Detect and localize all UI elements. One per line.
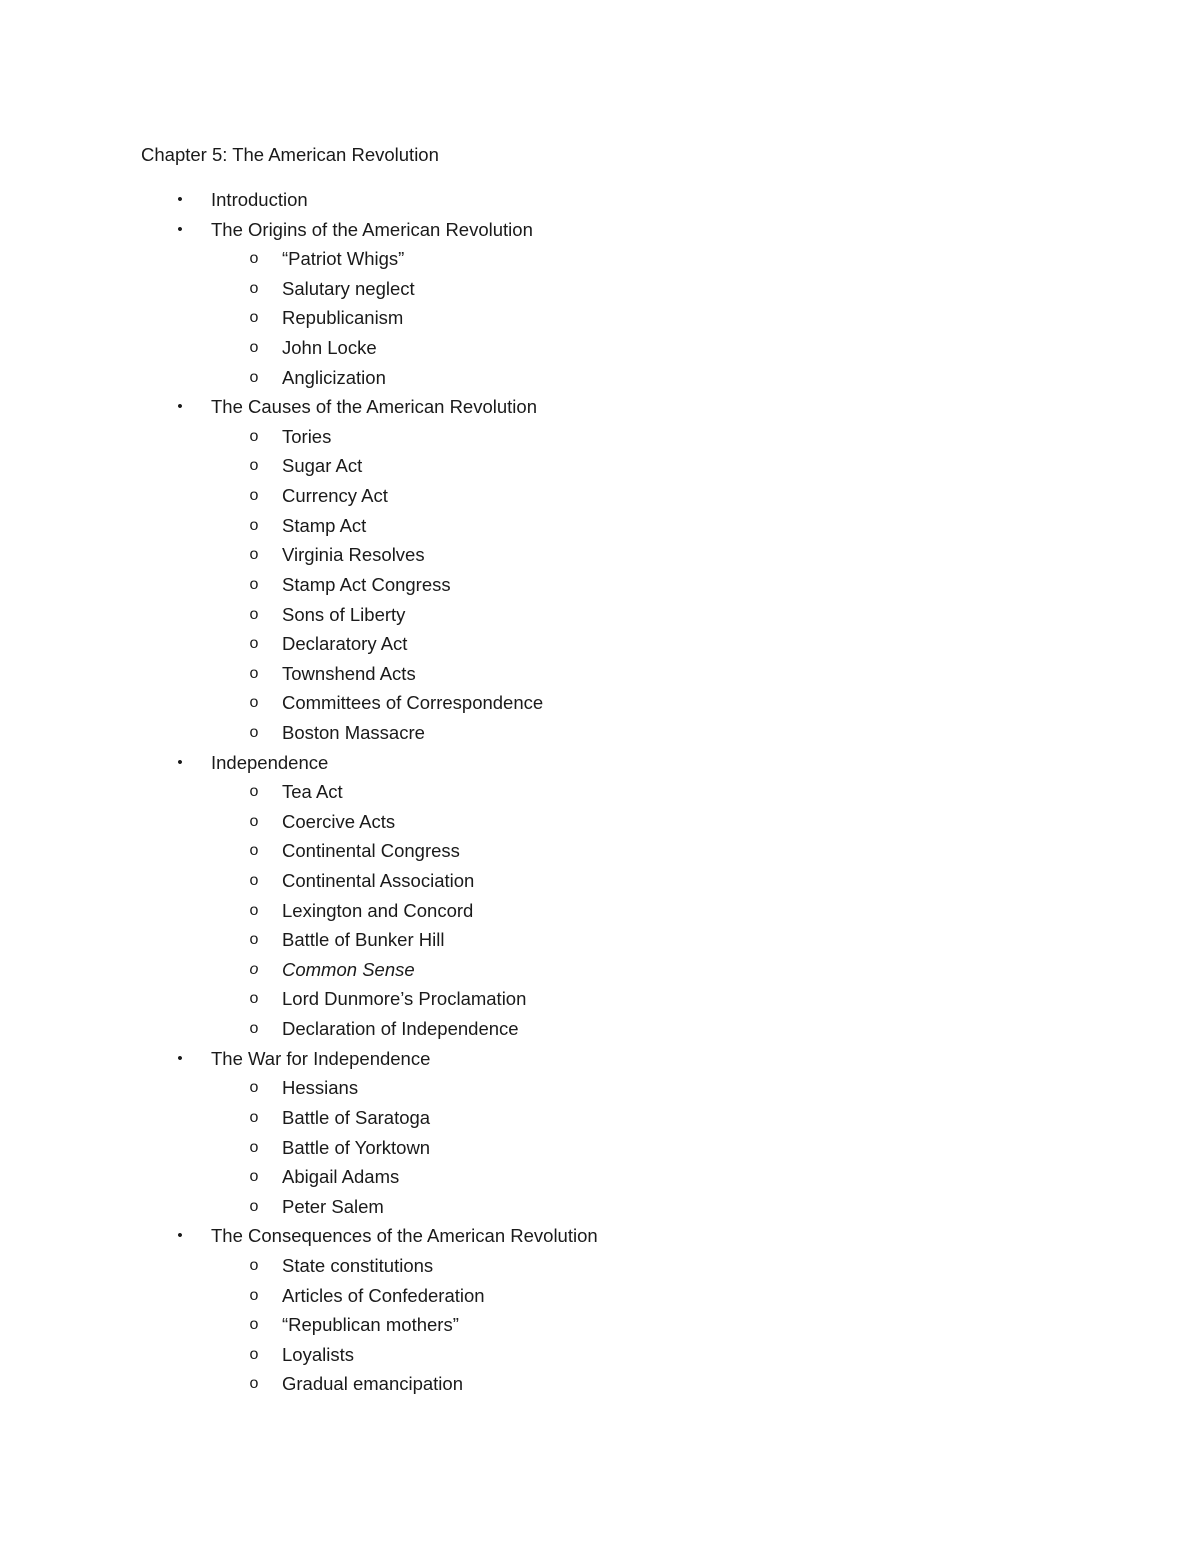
- outline-subitem: [0, 1251, 1200, 1281]
- subitem-label: Battle of Bunker Hill: [282, 929, 445, 951]
- outline-subitem: [0, 1162, 1200, 1192]
- outline-subitem: [0, 718, 1200, 748]
- section-label: Independence: [211, 751, 329, 773]
- subitem-label: Salutary neglect: [282, 277, 415, 299]
- sub-bullet-marker: o: [249, 1108, 259, 1126]
- subitem-label: Hessians: [282, 1077, 359, 1099]
- sub-bullet-marker: o: [249, 427, 259, 445]
- sub-bullet-marker: o: [249, 931, 259, 949]
- subitem-label: Battle of Saratoga: [282, 1106, 431, 1128]
- outline-subitem: [0, 274, 1200, 304]
- outline-subitem: [0, 896, 1200, 926]
- outline-section: [0, 185, 1200, 215]
- subitem-label: Lexington and Concord: [282, 899, 474, 921]
- subitem-label: State constitutions: [282, 1254, 434, 1276]
- section-label: The War for Independence: [211, 1047, 431, 1069]
- outline-subitem: [0, 629, 1200, 659]
- sub-bullet-marker: o: [249, 872, 259, 890]
- bullet-marker: •: [177, 1049, 183, 1067]
- section-label: The Causes of the American Revolution: [211, 396, 537, 418]
- outline-subitem: [0, 244, 1200, 274]
- sub-bullet-marker: o: [249, 1079, 259, 1097]
- subitem-label: Continental Congress: [282, 840, 460, 862]
- outline-subitem: [0, 777, 1200, 807]
- sub-bullet-marker: o: [249, 1375, 259, 1393]
- outline-subitem: [0, 481, 1200, 511]
- sub-bullet-marker: o: [249, 516, 259, 534]
- topic-outline: [0, 185, 1200, 1399]
- subitem-label: Gradual emancipation: [282, 1373, 463, 1395]
- sub-bullet-marker: o: [249, 457, 259, 475]
- sub-bullet-marker: o: [249, 723, 259, 741]
- bullet-marker: •: [177, 220, 183, 238]
- sub-bullet-marker: o: [249, 901, 259, 919]
- outline-subitem: [0, 1103, 1200, 1133]
- outline-subitem: [0, 303, 1200, 333]
- subitem-label: “Republican mothers”: [282, 1314, 459, 1336]
- outline-subitem: [0, 600, 1200, 630]
- subitem-label: Tea Act: [282, 781, 343, 803]
- sub-bullet-marker: o: [249, 605, 259, 623]
- outline-subitem: [0, 422, 1200, 452]
- subitem-label: Declaration of Independence: [282, 1018, 519, 1040]
- subitem-label: Coercive Acts: [282, 810, 396, 832]
- outline-subitem: [0, 688, 1200, 718]
- subitem-label: Peter Salem: [282, 1195, 384, 1217]
- sub-bullet-marker: o: [249, 960, 259, 978]
- sub-bullet-marker: o: [249, 1316, 259, 1334]
- section-label: The Origins of the American Revolution: [211, 218, 533, 240]
- section-label: The Consequences of the American Revolution: [211, 1225, 598, 1247]
- subitem-label: Anglicization: [282, 366, 386, 388]
- sub-bullet-marker: o: [249, 1197, 259, 1215]
- subitem-label: Currency Act: [282, 485, 388, 507]
- sub-bullet-marker: o: [249, 635, 259, 653]
- subitem-label: Townshend Acts: [282, 662, 416, 684]
- outline-subitem: [0, 570, 1200, 600]
- outline-section: [0, 392, 1200, 422]
- sub-bullet-marker: o: [249, 1168, 259, 1186]
- bullet-marker: •: [177, 1227, 183, 1245]
- sub-bullet-marker: o: [249, 842, 259, 860]
- sub-bullet-marker: o: [249, 1345, 259, 1363]
- subitem-label: Lord Dunmore’s Proclamation: [282, 988, 527, 1010]
- outline-subitem: [0, 836, 1200, 866]
- outline-subitem: [0, 984, 1200, 1014]
- sub-bullet-marker: o: [249, 783, 259, 801]
- subitem-label: Tories: [282, 425, 332, 447]
- outline-subitem: [0, 1014, 1200, 1044]
- outline-subitem: [0, 866, 1200, 896]
- sub-bullet-marker: o: [249, 1020, 259, 1038]
- sub-bullet-marker: o: [249, 664, 259, 682]
- subitem-label: “Patriot Whigs”: [282, 248, 405, 270]
- bullet-marker: •: [177, 191, 183, 208]
- subitem-label: John Locke: [282, 337, 377, 359]
- document-title: Chapter 5: The American Revolution: [141, 144, 439, 165]
- outline-subitem: [0, 1281, 1200, 1311]
- subitem-label: Articles of Confederation: [282, 1284, 485, 1306]
- sub-bullet-marker: o: [249, 279, 259, 297]
- subitem-label: Virginia Resolves: [282, 544, 425, 566]
- subitem-label: Republicanism: [282, 307, 404, 329]
- bullet-marker: •: [177, 398, 183, 416]
- sub-bullet-marker: o: [249, 575, 259, 593]
- outline-section: [0, 215, 1200, 245]
- subitem-label: Stamp Act Congress: [282, 573, 451, 595]
- outline-subitem: [0, 1340, 1200, 1370]
- outline-subitem: [0, 363, 1200, 393]
- outline-subitem: [0, 955, 1200, 985]
- subitem-label: Common Sense: [282, 958, 415, 980]
- subitem-label: Sugar Act: [282, 455, 363, 477]
- sub-bullet-marker: o: [249, 1138, 259, 1156]
- outline-subitem: [0, 1192, 1200, 1222]
- sub-bullet-marker: o: [249, 250, 259, 268]
- subitem-label: Abigail Adams: [282, 1166, 400, 1188]
- outline-subitem: [0, 1369, 1200, 1399]
- outline-subitem: [0, 659, 1200, 689]
- subitem-label: Stamp Act: [282, 514, 367, 536]
- bullet-marker: •: [177, 753, 183, 771]
- subitem-label: Boston Massacre: [282, 721, 425, 743]
- subitem-label: Continental Association: [282, 870, 475, 892]
- sub-bullet-marker: o: [249, 368, 259, 386]
- outline-subitem: [0, 925, 1200, 955]
- sub-bullet-marker: o: [249, 694, 259, 712]
- sub-bullet-marker: o: [249, 487, 259, 505]
- outline-subitem: [0, 333, 1200, 363]
- sub-bullet-marker: o: [249, 309, 259, 327]
- sub-bullet-marker: o: [249, 812, 259, 830]
- outline-subitem: [0, 1073, 1200, 1103]
- sub-bullet-marker: o: [249, 1256, 259, 1274]
- sub-bullet-marker: o: [249, 339, 259, 357]
- outline-section: [0, 1221, 1200, 1251]
- outline-subitem: [0, 451, 1200, 481]
- subitem-label: Declaratory Act: [282, 633, 408, 655]
- outline-subitem: [0, 1133, 1200, 1163]
- outline-subitem: [0, 511, 1200, 541]
- subitem-label: Committees of Correspondence: [282, 692, 544, 714]
- subitem-label: Sons of Liberty: [282, 603, 406, 625]
- outline-subitem: [0, 540, 1200, 570]
- sub-bullet-marker: o: [249, 1286, 259, 1304]
- subitem-label: Loyalists: [282, 1343, 354, 1365]
- section-label: Introduction: [211, 189, 308, 210]
- outline-subitem: [0, 807, 1200, 837]
- subitem-label: Battle of Yorktown: [282, 1136, 431, 1158]
- sub-bullet-marker: o: [249, 990, 259, 1008]
- sub-bullet-marker: o: [249, 546, 259, 564]
- outline-subitem: [0, 1310, 1200, 1340]
- outline-section: [0, 748, 1200, 778]
- outline-section: [0, 1044, 1200, 1074]
